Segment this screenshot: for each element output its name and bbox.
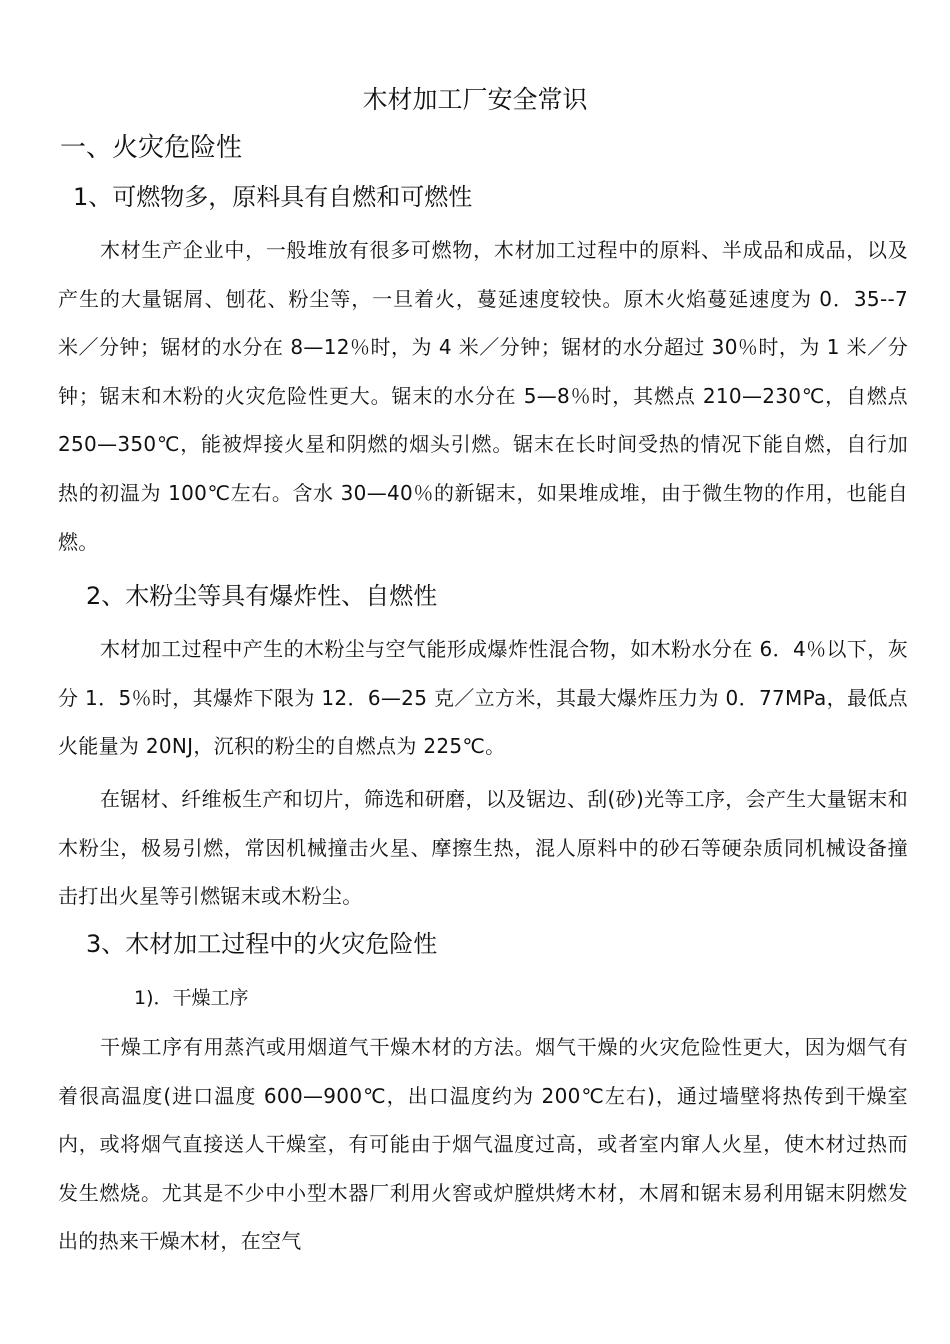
subsection-heading-combustibles: 1、可燃物多，原料具有自燃和可燃性 bbox=[73, 183, 473, 211]
subsection-heading-dust-explosion: 2、木粉尘等具有爆炸性、自燃性 bbox=[86, 582, 438, 610]
document-title: 木材加工厂安全常识 bbox=[362, 85, 588, 114]
section-heading-fire-hazard: 一、火灾危险性 bbox=[60, 133, 243, 163]
paragraph-drying: 干燥工序有用蒸汽或用烟道气干燥木材的方法。烟气干燥的火灾危险性更大，因为烟气有着很高温度(进口温度 600—900℃，出口温度约为 200℃左右)，通过墙壁将热传到干燥室内，或将烟气直接送人干燥室，有可能由于烟气温度过高，或者室内窜人火星，使木材过热而发生燃烧。尤其是不少中小型木器厂利用火窖或炉膛烘烤木材，木屑和锯末易利用锯末阴燃发出的热来干燥木材，在空气 bbox=[58, 1035, 908, 1254]
paragraph-dust-explosion: 木材加工过程中产生的木粉尘与空气能形成爆炸性混合物，如木粉水分在 6．4％以下，灰分 1．5％时，其爆炸下限为 12．6—25 克／立方米，其最大爆炸压力为 0．77MPa，最低点火能量为 20NJ，沉积的粉尘的自燃点为 225℃。 bbox=[58, 637, 908, 759]
subsection-heading-processing-hazard: 3、木材加工过程中的火灾危险性 bbox=[86, 930, 438, 958]
item-heading-drying: 1)．干燥工序 bbox=[134, 987, 249, 1009]
paragraph-combustibles: 木材生产企业中，一般堆放有很多可燃物，木材加工过程中的原料、半成品和成品，以及产生的大量锯屑、刨花、粉尘等，一旦着火，蔓延速度较快。原木火焰蔓延速度为 0．35--7 米／分钟；锯材的水分在 8—12％时，为 4 米／分钟；锯材的水分超过 30％时，为 1 米／分钟；锯末和木粉的火灾危险性更大。锯末的水分在 5—8％时，其燃点 210—230℃，自燃点 250—350℃，能被焊接火星和阴燃的烟头引燃。锯末在长时间受热的情况下能自燃，自行加热的初温为 100℃左右。含水 30—40％的新锯末，如果堆成堆，由于微生物的作用，也能自燃。 bbox=[58, 238, 908, 554]
paragraph-dust-ignition: 在锯材、纤维板生产和切片，筛选和研磨，以及锯边、刮(砂)光等工序，会产生大量锯末和木粉尘，极易引燃，常因机械撞击火星、摩擦生热，混人原料中的砂石等硬杂质同机械设备撞击打出火星等引燃锯末或木粉尘。 bbox=[58, 787, 908, 909]
